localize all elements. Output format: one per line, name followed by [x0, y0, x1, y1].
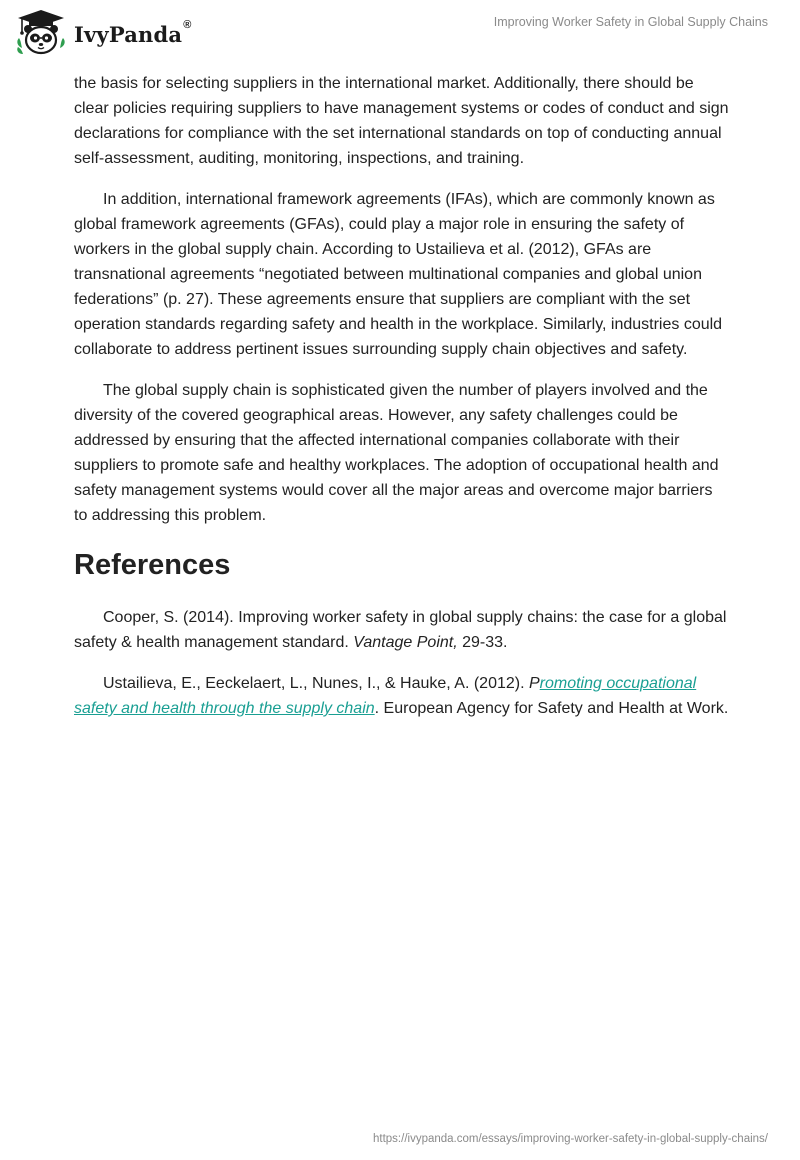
body-paragraph: In addition, international framework agreements (IFAs), which are commonly known as global framework agreements (GFAs), could play a major role in ensuring the safety of workers in the global supply chain. According to Ustailieva et al. (2012), GFAs are transnational agreements “negotiated between multinational companies and global union federations” (p. 27). These agreements ensure that suppliers are compliant with the set operation standards regarding safety and health in the workplace. Similarly, industries could collaborate to address pertinent issues surrounding supply chain objectives and safety. — [74, 191, 723, 358]
reference-entry — [74, 671, 730, 721]
page-url: https://ivypanda.com/essays/improving-worker-safety-in-global-supply-chains/ — [373, 1133, 768, 1145]
page-header — [0, 0, 800, 70]
brand-name: IvyPanda® — [74, 18, 192, 47]
reference-link[interactable]: romoting occupational safety and health through the supply chain — [74, 675, 697, 717]
document-title: Improving Worker Safety in Global Supply Chains — [493, 15, 768, 29]
reference-text: Ustailieva, E., Eeckelaert, L., Nunes, I., & Hauke, A. (2012). — [103, 675, 529, 692]
ivypanda-logo[interactable] — [14, 8, 192, 56]
body-paragraph: the basis for selecting suppliers in the international market. Additionally, there should be clear policies requiring suppliers to have management systems or codes of conduct and sign declarations for compliance with the set international standards on top of conducting annual self-assessment, auditing, monitoring, inspections, and training. — [74, 75, 729, 167]
reference-entry — [74, 605, 730, 655]
essay-content — [74, 71, 730, 737]
reference-title-prefix: P — [528, 675, 540, 692]
references-heading: References — [74, 549, 231, 581]
panda-graduate-icon — [14, 8, 68, 56]
registered-mark: ® — [183, 18, 192, 31]
reference-text: Cooper, S. (2014). Improving worker safety in global supply chains: the case for a global safety & health management standard. — [74, 609, 727, 651]
reference-text: 29-33. — [457, 634, 508, 651]
reference-source-title: Vantage Point, — [353, 634, 458, 651]
body-paragraph: The global supply chain is sophisticated given the number of players involved and the diversity of the covered geographical areas. However, any safety challenges could be addressed by ensuring that the affected international companies collaborate with their suppliers to promote safe and healthy workplaces. The adoption of occupational health and safety management systems would cover all the major areas and overcome major barriers to addressing this problem. — [74, 382, 719, 524]
reference-text: . European Agency for Safety and Health at Work. — [374, 700, 729, 717]
